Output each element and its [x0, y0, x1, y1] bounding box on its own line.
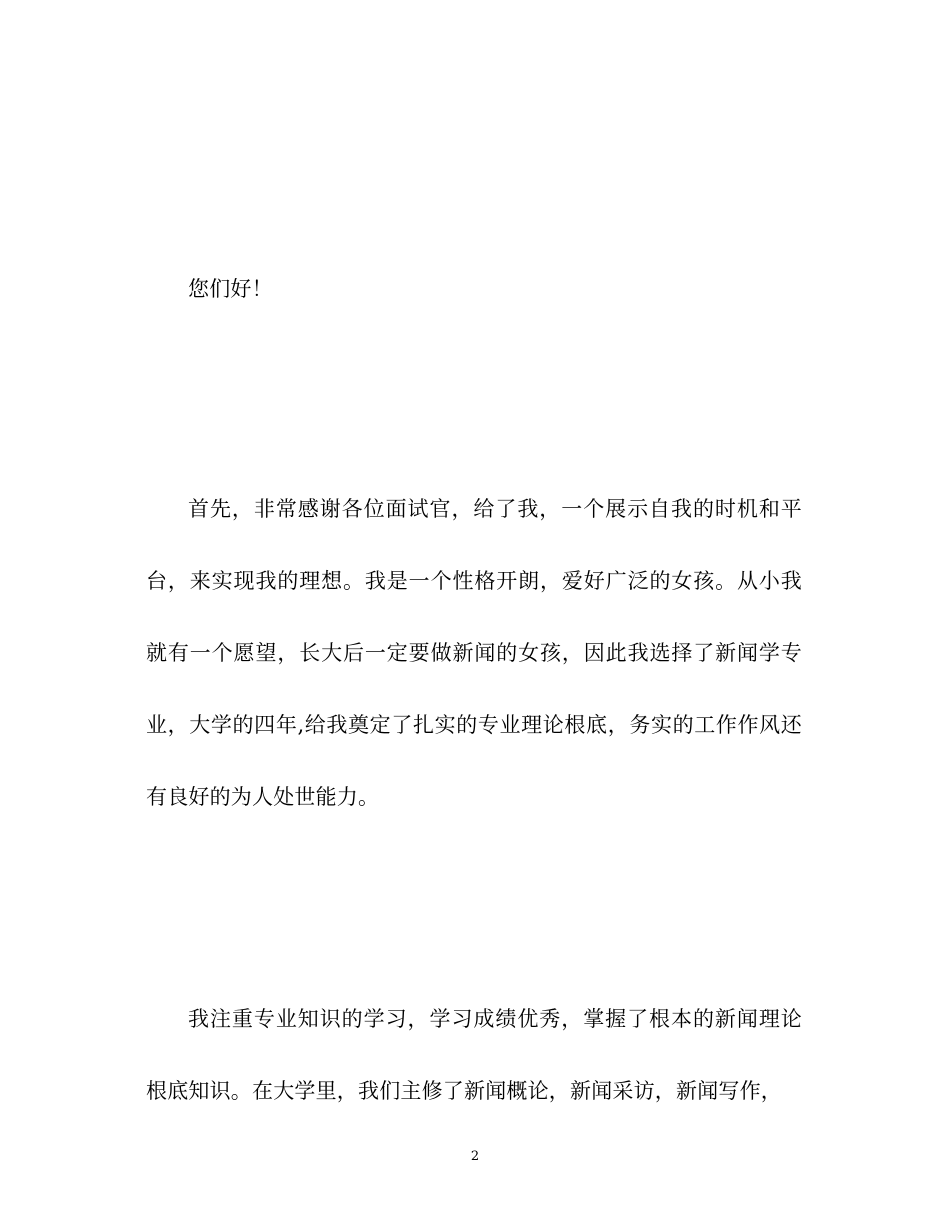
greeting-paragraph: 您们好！: [188, 277, 273, 301]
page-number: 2: [470, 1149, 480, 1164]
intro-paragraph: 首先，非常感谢各位面试官，给了我，一个展示自我的时机和平台，来实现我的理想。我是一个性格开朗，爱好广泛的女孩。从小我就有一个愿望，长大后一定要做新闻的女孩，因此我选择了新闻学专业，大学的四年,给我奠定了扎实的专业理论根底，务实的工作作风还有良好的为人处世能力。: [146, 497, 802, 809]
study-paragraph: 我注重专业知识的学习，学习成绩优秀，掌握了根本的新闻理论根底知识。在大学里，我们主修了新闻概论，新闻采访，新闻写作，: [146, 1007, 802, 1103]
